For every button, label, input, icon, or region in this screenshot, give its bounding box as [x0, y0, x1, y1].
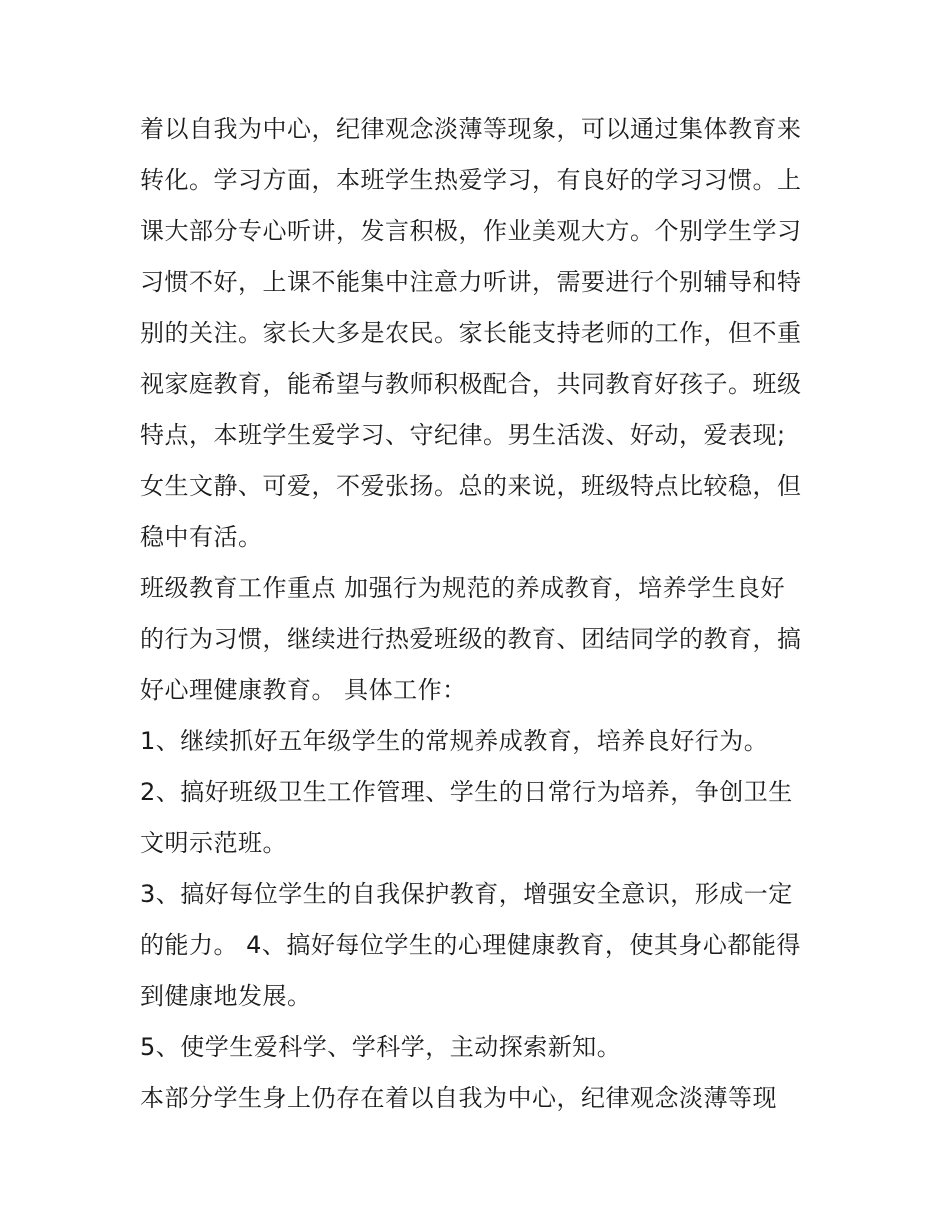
list-item-4-cont: 到健康地发展。 — [140, 982, 312, 1010]
list-item-5: 5、使学生爱科学、学科学，主动探索新知。 — [140, 1033, 622, 1061]
text-line: 特点，本班学生爱学习、守纪律。男生活泼、好动，爱表现; — [140, 421, 786, 449]
text-line: 本部分学生身上仍存在着以自我为中心，纪律观念淡薄等现 — [140, 1084, 777, 1112]
section-heading-line: 班级教育工作重点 加强行为规范的养成教育，培养学生良好 — [140, 574, 786, 602]
text-line: 别的关注。家长大多是农民。家长能支持老师的工作，但不重 — [140, 319, 802, 347]
text-line: 的行为习惯，继续进行热爱班级的教育、团结同学的教育，搞 — [140, 625, 802, 653]
list-item-3-4: 的能力。 4、搞好每位学生的心理健康教育，使其身心都能得 — [140, 931, 801, 959]
text-line: 好心理健康教育。 具体工作： — [140, 676, 467, 704]
text-line: 转化。学习方面，本班学生热爱学习，有良好的学习习惯。上 — [140, 166, 802, 194]
text-line: 稳中有活。 — [140, 523, 263, 551]
text-line: 习惯不好，上课不能集中注意力听讲，需要进行个别辅导和特 — [140, 268, 802, 296]
list-item-3: 3、搞好每位学生的自我保护教育，增强安全意识，形成一定 — [140, 880, 793, 908]
document-body — [140, 104, 820, 1124]
text-line: 女生文静、可爱，不爱张扬。总的来说，班级特点比较稳，但 — [140, 472, 802, 500]
text-line: 课大部分专心听讲，发言积极，作业美观大方。个别学生学习 — [140, 217, 802, 245]
list-item-2: 2、搞好班级卫生工作管理、学生的日常行为培养，争创卫生 — [140, 778, 793, 806]
list-item-1: 1、继续抓好五年级学生的常规养成教育，培养良好行为。 — [140, 727, 769, 755]
text-line: 视家庭教育，能希望与教师积极配合，共同教育好孩子。班级 — [140, 370, 802, 398]
text-line: 着以自我为中心，纪律观念淡薄等现象，可以通过集体教育来 — [140, 115, 802, 143]
list-item-2-cont: 文明示范班。 — [140, 829, 287, 857]
